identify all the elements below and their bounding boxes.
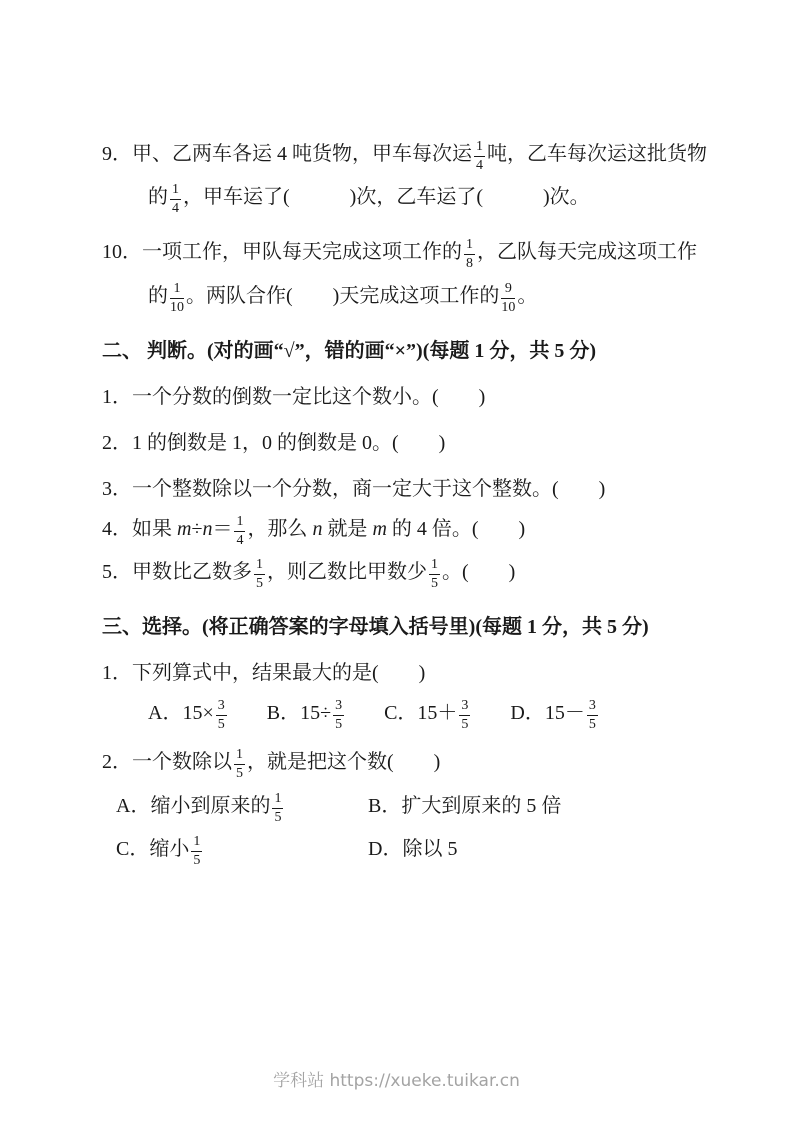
fraction [464,237,475,272]
text-run: ，那么 [247,517,313,540]
section3-header [102,611,727,643]
choice-q2 [102,746,727,781]
text-run: ÷ [191,517,203,540]
choice-q2-options-row2-option [368,838,457,860]
text-run: A．缩小到原来的 [116,794,271,817]
text-run: 2．一个数除以 [102,751,232,774]
fraction-numerator: 1 [254,557,265,575]
section2-header [102,335,727,367]
text-run: ，就是把这个数( ) [247,751,441,774]
fraction [170,281,184,316]
choice-q1 [102,657,727,689]
fraction-numerator: 3 [587,698,598,716]
fraction-numerator: 1 [272,791,283,809]
fraction-numerator: 1 [191,834,202,852]
fraction-denominator: 10 [501,299,516,315]
text-run: 1．一个分数的倒数一定比这个数小。( ) [102,385,486,408]
text-run: 的 [148,186,168,209]
fraction-numerator: 9 [501,281,515,299]
fraction-numerator: 3 [459,698,470,716]
fraction-numerator: 1 [170,281,184,299]
choice-q2-options-row1-option [116,790,368,825]
text-run: 的 4 倍。( ) [386,517,526,540]
q10-line1 [102,236,727,271]
fraction-denominator: 5 [431,576,438,592]
text-run: 2．1 的倒数是 1，0 的倒数是 0。( ) [102,431,446,454]
text-run: A．15× [148,702,214,725]
math-variable: m [372,517,387,540]
text-run: D．15－ [510,702,585,725]
fraction-numerator: 1 [429,557,440,575]
fraction-denominator: 5 [193,852,201,868]
judge-q4 [102,513,727,548]
text-run: 就是 [322,517,373,540]
judge-q5 [102,556,727,591]
text-run: 。 [517,284,538,307]
footer-watermark: 学科站 https://xueke.tuikar.cn [273,1071,520,1091]
text-run: 的 [148,284,168,307]
text-run: 1．下列算式中，结果最大的是( ) [102,662,426,685]
fraction [191,834,202,869]
choice-q1-options-option [148,698,229,733]
choice-q1-options-option [266,698,346,733]
text-run: 4．如果 [102,517,177,540]
fraction-numerator: 1 [474,139,485,157]
text-run: 三、选择。(将正确答案的字母填入括号里)(每题 1 分，共 5 分) [102,616,649,639]
math-variable: n [202,517,213,540]
choice-q1-options [102,697,727,732]
text-run: C．缩小 [116,837,190,860]
choice-q2-options-row1 [102,790,727,825]
fraction [474,139,485,174]
math-variable: n [312,517,323,540]
fraction-denominator: 4 [476,158,483,174]
text-run: 二、 判断。(对的画“√”，错的画“×”)(每题 1 分，共 5 分) [102,339,597,362]
text-run: ＝ [212,517,233,540]
q9-line1 [102,138,727,173]
choice-q2-options-row2 [102,833,727,868]
fraction-denominator: 5 [274,809,282,825]
fraction-denominator: 10 [170,299,184,315]
text-run: 。两队合作( )天完成这项工作的 [186,284,500,307]
text-run: 3．一个整数除以一个分数，商一定大于这个整数。( ) [102,477,606,500]
choice-q1-options-option [384,698,472,733]
text-run: 10．一项工作，甲队每天完成这项工作的 [102,241,462,264]
choice-q1-options-option [510,698,599,733]
fraction [170,182,181,217]
text-run: 吨，乙车每次运这批货物 [487,143,707,166]
fraction-numerator: 1 [234,747,245,765]
fraction-denominator: 4 [172,201,179,217]
fraction [254,557,265,592]
text-run: 5．甲数比乙数多 [102,561,252,584]
fraction-denominator: 8 [466,256,473,272]
fraction [234,514,245,549]
text-run: ，甲车运了( )次，乙车运了( )次。 [183,186,590,209]
fraction-numerator: 3 [216,698,227,716]
fraction-numerator: 3 [333,698,344,716]
text-run: ，乙队每天完成这项工作 [477,241,697,264]
fraction [459,698,470,733]
fraction-denominator: 5 [461,717,469,733]
fraction-denominator: 5 [256,576,263,592]
fraction [234,747,245,782]
fraction [333,698,344,733]
fraction-numerator: 1 [464,237,475,255]
fraction [429,557,440,592]
choice-q2-options-row1-option [368,795,561,817]
judge-q3 [102,473,727,505]
text-run: 9．甲、乙两车各运 4 吨货物，甲车每次运 [102,143,472,166]
fraction-numerator: 1 [170,182,181,200]
text-run: B．15÷ [266,702,332,725]
text-run: C．15＋ [384,702,458,725]
fraction-denominator: 5 [335,717,343,733]
text-run: D．除以 5 [368,837,458,860]
fraction-denominator: 5 [588,717,596,733]
q9-line2 [102,181,727,216]
fraction [501,281,515,316]
fraction [587,698,598,733]
fraction [216,698,227,733]
q10-line2 [102,280,727,315]
text-run: 。( ) [442,561,516,584]
fraction-denominator: 5 [217,717,225,733]
text-run: B．扩大到原来的 5 倍 [368,794,562,817]
fraction-denominator: 5 [236,766,243,782]
judge-q1 [102,381,727,413]
fraction [272,791,283,826]
fraction-numerator: 1 [234,514,245,532]
fraction-denominator: 4 [236,532,244,548]
judge-q2 [102,427,727,459]
choice-q2-options-row2-option [116,833,368,868]
math-variable: m [177,517,192,540]
text-run: ，则乙数比甲数少 [267,561,427,584]
